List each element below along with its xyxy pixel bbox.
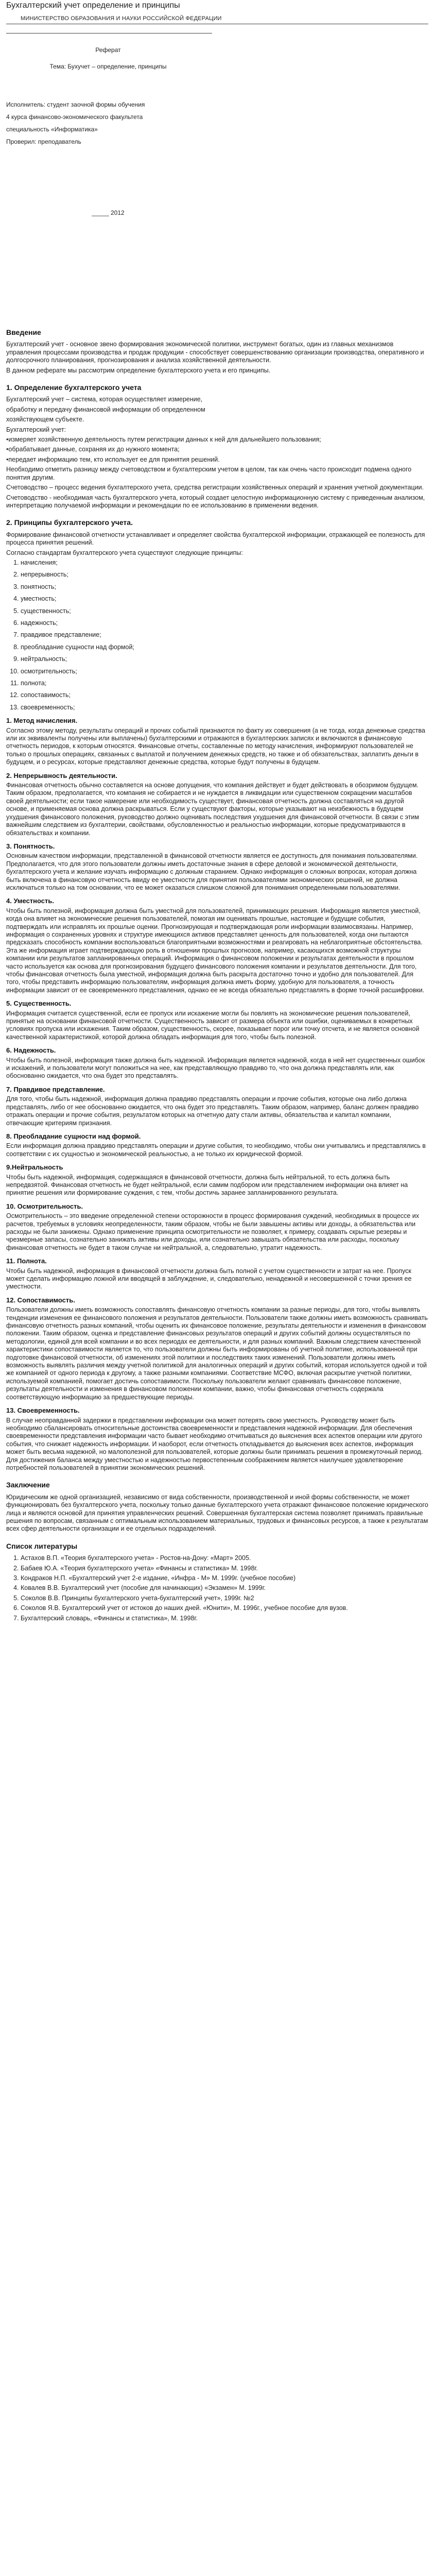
list-item: 8. преобладание сущности над формой;: [21, 643, 428, 651]
bibliography-item: 6. Соколов Я.В. Бухгалтерский учет от истоков до наших дней. «Юнити», М. 1996г., учебное пособие для вузов.: [21, 1604, 428, 1612]
subsection-heading: 9.Нейтральность: [6, 1163, 63, 1172]
paragraph: Чтобы быть надежной, информация в финансовой отчетности должна быть полной с учетом существенности и затрат на нее. Пропуск может сделать информацию ложной или вводящей в заблуждение, и, следовательно, ненадежной и несовершенной с точки зрения ее уместности.: [6, 1267, 412, 1291]
section-heading: Заключение: [6, 1481, 50, 1489]
paragraph: Бухгалтерский учет – система, которая осуществляет измерение,: [6, 396, 203, 403]
paragraph: обработку и передачу финансовой информации об определенном: [6, 405, 205, 413]
bibliography-item: 1. Астахов В.П. «Теория бухгалтерского учета» - Ростов-на-Дону: «Март» 2005.: [21, 1554, 428, 1562]
paragraph: Финансовая отчетность обычно составляется на основе допущения, что компания действует и будет действовать в обозримом будущем. Таким образом, предполагается, что компания не собирается и не нуждается в ликвидации или существенном сокращении масштабов своей деятельности; если такое намерение или необходимость существует, финансовая отчетность должна составляться на другой основе, и применяемая основа должна раскрываться. Если у существуют факторы, которые указывают на неизбежность в будущем ухудшения финансового положения, руководство должно оценивать последствия ухудшения для финансовой отчетности. В связи с этим важнейшим следствием из бухгалтерии, свойствами, обусловленностью и реальностью информации, которые предусматриваются в обязательствах и компании.: [6, 782, 420, 837]
list-item: 4. уместность;: [21, 595, 428, 603]
subsection-heading: 11. Полнота.: [6, 1257, 47, 1265]
subsection-heading: 6. Надежность.: [6, 1046, 56, 1055]
subsection-heading: 10. Осмотрительность.: [6, 1202, 83, 1210]
list-item: 5. существенность;: [21, 607, 428, 615]
executor-line: специальность «Информатика»: [6, 126, 98, 133]
list-item: 1. начисления;: [21, 559, 428, 567]
paragraph: хозяйствующем субъекте.: [6, 416, 84, 423]
list-item: 12. сопоставимость;: [21, 691, 428, 699]
doc-type: Реферат: [95, 46, 121, 54]
paragraph: Необходимо отметить разницу между счетоводством и бухгалтерским учетом в целом, так как очень часто происходит подмена одного понятия другим.: [6, 466, 412, 481]
paragraph: Чтобы быть надежной, информация, содержащаяся в финансовой отчетности, должна быть нейтральной, то есть должна быть непредвзятой. Финансовая отчетность не будет нейтральной, если самим подбором или представлением информации она влияет на принятие решения или формирование суждения, с тем, чтобы достичь заранее запланированного результата.: [6, 1173, 408, 1197]
subsection-heading: 4. Уместность.: [6, 897, 54, 905]
principles-list: [6, 559, 428, 711]
paragraph: Согласно стандартам бухгалтерского учета существуют следующие принципы:: [6, 549, 243, 556]
paragraph: Для того, чтобы быть надежной, информация должна правдиво представлять операции и прочие события, которые она либо должна представлять, либо от нее обоснованно ожидается, что она будет это представлять. Таким образом, например, баланс должен правдиво отражать операции и прочие события, результатом которых на отчетную дату стали активы, обязательства и капитал компании, отвечающие критериям признания.: [6, 1095, 419, 1127]
page-title: Бухгалтерский учет определение и принципы: [6, 1, 180, 10]
section-heading: Список литературы: [6, 1541, 78, 1550]
subsection-heading: 7. Правдивое представление.: [6, 1085, 105, 1093]
paragraph: Чтобы быть полезной, информация должна быть уместной для пользователей, принимающих решения. Информация является уместной, когда она влияет на экономические решения пользователей, помогая им оценивать прошлые, настоящие и будущие события, подтверждать или исправлять их прошлые оценки. Прогнозирующая и подтверждающая роли информации взаимосвязаны. Например, информация о сохраненных уровнях и структуре имеющихся активов представляет ценность для пользователей, когда они пытаются предсказать способность компании воспользоваться благоприятными возможностями и реагировать на неблагоприятные обстоятельства. Эта же информация играет подтверждающую роль в отношении прошлых прогнозов, например, касающихся возможной структуры компании или результатов запланированных операций. Информация о финансовом положении и результатах деятельности в прошлом часто используется как основа для прогнозирования будущего финансового положения компании и результатов деятельности. Для того, чтобы финансовая отчетность была уместной, информация должна быть раскрыта достаточно точно и удобно для пользователей. Для того, чтобы представить информацию пользователям, информация должна иметь форму, удобную для пользователя, а точность информации зависит от ее своевременного представления, однако ее не всегда обязательно представлять в форме точной расшифровки.: [6, 907, 425, 994]
list-item: 11. полнота;: [21, 680, 428, 687]
ministry-name: МИНИСТЕРСТВО ОБРАЗОВАНИЯ И НАУКИ РОССИЙСКОЙ ФЕДЕРАЦИИ: [21, 15, 222, 22]
list-item: 9. нейтральность;: [21, 655, 428, 663]
topic: Тема: Бухучет – определение, принципы: [49, 63, 167, 70]
paragraph: Если информация должна правдиво представлять операции и другие события, то необходимо, чтобы они учитывались и представлялись в соответствии с их сущностью и экономической реальностью, а не только их юридической формой.: [6, 1142, 426, 1158]
paragraph: Юридическим же одной организацией, независимо от вида собственности, производственной и иной формы собственности, не может функционировать без бухгалтерского учета, поскольку только данные бухгалтерского учета отражают финансовое положение юридического лица и являются основой для принятия управленческих решений. Совершенная бухгалтерская система позволяет принимать правильные решения по вопросам, связанным с оптимальным использованием материальных, трудовых и финансовых ресурсов, а также к результатам всех сфер деятельности организации и ее отдельных подразделений.: [6, 1493, 428, 1533]
section-heading: Введение: [6, 328, 41, 336]
subsection-heading: 1. Метод начисления.: [6, 717, 78, 725]
paragraph: •обрабатывает данные, сохраняя их до нужного момента;: [6, 446, 180, 453]
paragraph: Основным качеством информации, представленной в финансовой отчетности является ее доступность для понимания пользователями. Предполагается, что для этого пользователи должны иметь достаточные знания в сфере деловой и экономической деятельности, бухгалтерского учета и желание изучать информацию с должным старанием. Однако информация о сложных вопросах, которая должна быть включена в финансовую отчетность ввиду ее уместности для принятия пользователями экономических решений, не должна исключаться только на том основании, что ее может оказаться слишком сложной для понимания определенными пользователями.: [6, 852, 418, 891]
subsection-heading: 3. Понятность.: [6, 842, 55, 850]
paragraph: Чтобы быть полезной, информация также должна быть надежной. Информация является надежной, когда в ней нет существенных ошибок и искажений, и пользователи могут положиться на нее, как представляющую правдиво то, что она должна представлять или, как обоснованно ожидается, что она будет это представлять.: [6, 1056, 425, 1080]
bibliography-item: 2. Бабаев Ю.А. «Теория бухгалтерского учета» «Финансы и статистика» М. 1998г.: [21, 1565, 428, 1572]
document-body: [6, 319, 428, 1626]
paragraph: Формирование финансовой отчетности устанавливает и определяет свойства бухгалтерской информации, отражающей ее полезность для процесса принятия решений.: [6, 531, 425, 547]
list-item: 6. надежность;: [21, 619, 428, 627]
subsection-heading: 13. Своевременность.: [6, 1406, 80, 1415]
list-item: 7. правдивое представление;: [21, 631, 428, 639]
subsection-heading: 5. Существенность.: [6, 999, 72, 1008]
paragraph: Пользователи должны иметь возможность сопоставлять финансовую отчетность компании за разные периоды, для того, чтобы выявлять тенденции изменения ее финансового положения и результатов деятельности. Пользователи также должны иметь возможность сравнивать финансовую отчетность разных компаний, чтобы оценить их финансовое положение, результаты деятельности и изменения в финансовом положении. Таким образом, оценка и представление финансовых результатов операций и других событий должны осуществляться по методологии, единой для всей компании и во всех периодах ее деятельности, и для разных компаний. Важным следствием качественной характеристики сопоставимости является то, что пользователи должны быть информированы об учетной политике, использованной при подготовке финансовой отчетности, об изменениях этой политики и последствиях таких изменений. Пользователи должны иметь возможность выявлять различия между учетной политикой для аналогичных операций и других событий, которая используется одной и той же компанией от одного периода к другому, а также разными компаниями. Соответствие МСФО, включая раскрытие учетной политики, используемой компанией, помогает достичь сопоставимости. Поскольку пользователи желают сравнивать финансовое положение, результаты деятельности и изменения в финансовом положении компании, важно, чтобы финансовая отчетность содержала соответствующую информацию за предшествующие периоды.: [6, 1306, 428, 1401]
bibliography-item: 5. Соколов В.В. Принципы бухгалтерского учета-бухгалтерский учет», 1999г. №2: [21, 1595, 428, 1602]
paragraph: Бухгалтерский учет:: [6, 426, 66, 433]
paragraph: Осмотрительность – это введение определенной степени осторожности в процесс формирования суждений, необходимых в процессе их расчетов, требуемых в условиях неопределенности, таким образом, чтобы не были завышены активы или доходы, а обязательства или расходы не были занижены. Однако применение принципа осмотрительности не позволяет, к примеру, создавать скрытые резервы и чрезмерные запасы, сознательно занижать активы или доходы, или сознательно завышать обязательства или расходы, поскольку финансовая отчетность не будет в таком случае ни нейтральной, а, следовательно, утратит надежность.: [6, 1212, 420, 1251]
executor-line: 4 курса финансово-экономического факультета: [6, 113, 143, 121]
list-item: 10. осмотрительность;: [21, 668, 428, 675]
paragraph: Бухгалтерский учет - основное звено формирования экономической политики, инструмент богатых, один из главных механизмов управления процессами производства и продаж продукции - способствует совершенствованию организации производства, оперативного и долгосрочного планирования, прогнозирования и анализа хозяйственной деятельности.: [6, 341, 424, 364]
paragraph: Информация считается существенной, если ее пропуск или искажение могли бы повлиять на экономические решения пользователей, принятые на основании финансовой отчетности. Существенность зависит от размера объекта или ошибки, оцениваемых в конкретных условиях пропуска или искажения. Таким образом, существенность, скорее, показывает порог или точку отсчета, и не является основной качественной характеристикой, которой должна обладать информация для того, чтобы быть полезной.: [6, 1009, 420, 1041]
paragraph: Согласно этому методу, результаты операций и прочих событий признаются по факту их совершения (а не тогда, когда денежные средства или их эквиваленты получены или выплачены) бухгалтерскими и отражаются в бухгалтерских записях и включаются в финансовую отчетность периодов, к которым относятся. Финансовые отчеты, составленные по методу начисления, информируют пользователей не только о прошлых операциях, связанных с выплатой и получением денежных средств, но также и об обязательствах, заплатить деньги в будущем, и о ресурсах, которые представляют денежные средства, которые будут получены в будущем.: [6, 726, 425, 766]
paragraph: Счетоводство - необходимая часть бухгалтерского учета, который создает целостную информационную систему с приведенным анализом, интерпретацию получаемой информации и рекомендации по ее использованию в применении ведения.: [6, 494, 425, 509]
subsection-heading: 12. Сопоставимость.: [6, 1296, 75, 1304]
executor-line: Исполнитель: студент заочной формы обучения: [6, 101, 145, 108]
section-heading: 2. Принципы бухгалтерского учета.: [6, 518, 133, 527]
paragraph: В данном реферате мы рассмотрим определение бухгалтерского учета и его принципы.: [6, 366, 271, 374]
list-item: 13. своевременность;: [21, 704, 428, 711]
bibliography-item: 3. Кондраков Н.П. «Бухгалтерский учет 2-е издание, «Инфра - М» М. 1999г. (учебное пособие): [21, 1574, 428, 1582]
paragraph: В случае неоправданной задержки в представлении информации она может потерять свою уместность. Руководству может быть необходимо сбалансировать относительные достоинства своевременности и представления надежной информации. Для обеспечения своевременности представления информации часто бывает необходимо отчитываться до выяснения всех аспектов операции или другого события, что снижает надежность информации. И наоборот, если отчетность откладывается до выяснения всех аспектов, информация может быть весьма надежной, но малополезной для пользователей, которые должны были принимать решения в промежуточный период. Для достижения баланса между уместностью и надежностью первостепенным соображением является наилучшее удовлетворение потребностей пользователей в принятии экономических решений.: [6, 1416, 423, 1471]
executor-line: Проверил: преподаватель: [6, 138, 81, 145]
bibliography-item: 7. Бухгалтерский словарь, «Финансы и статистика», М. 1998г.: [21, 1615, 428, 1622]
paragraph: •измеряет хозяйственную деятельность путем регистрации данных к ней для дальнейшего пользования;: [6, 436, 321, 444]
section-heading: 1. Определение бухгалтерского учета: [6, 383, 142, 392]
paragraph: Счетоводство – процесс ведения бухгалтерского учета, средства регистрации хозяйственных операций и хранения учетной документации.: [6, 484, 424, 492]
subsection-heading: 8. Преобладание сущности над формой.: [6, 1132, 141, 1140]
subsection-heading: 2. Непрерывность деятельности.: [6, 771, 117, 779]
bibliography-item: 4. Ковалев В.В. Бухгалтерский учет (пособие для начинающих) «Экзамен» М. 1999г.: [21, 1584, 428, 1592]
paragraph: •передает информацию тем, кто использует ее для принятия решений.: [6, 455, 220, 463]
bibliography-list: [6, 1554, 428, 1622]
year: _____ 2012: [92, 209, 125, 216]
list-item: 3. понятность;: [21, 583, 428, 591]
list-item: 2. непрерывность;: [21, 571, 428, 579]
